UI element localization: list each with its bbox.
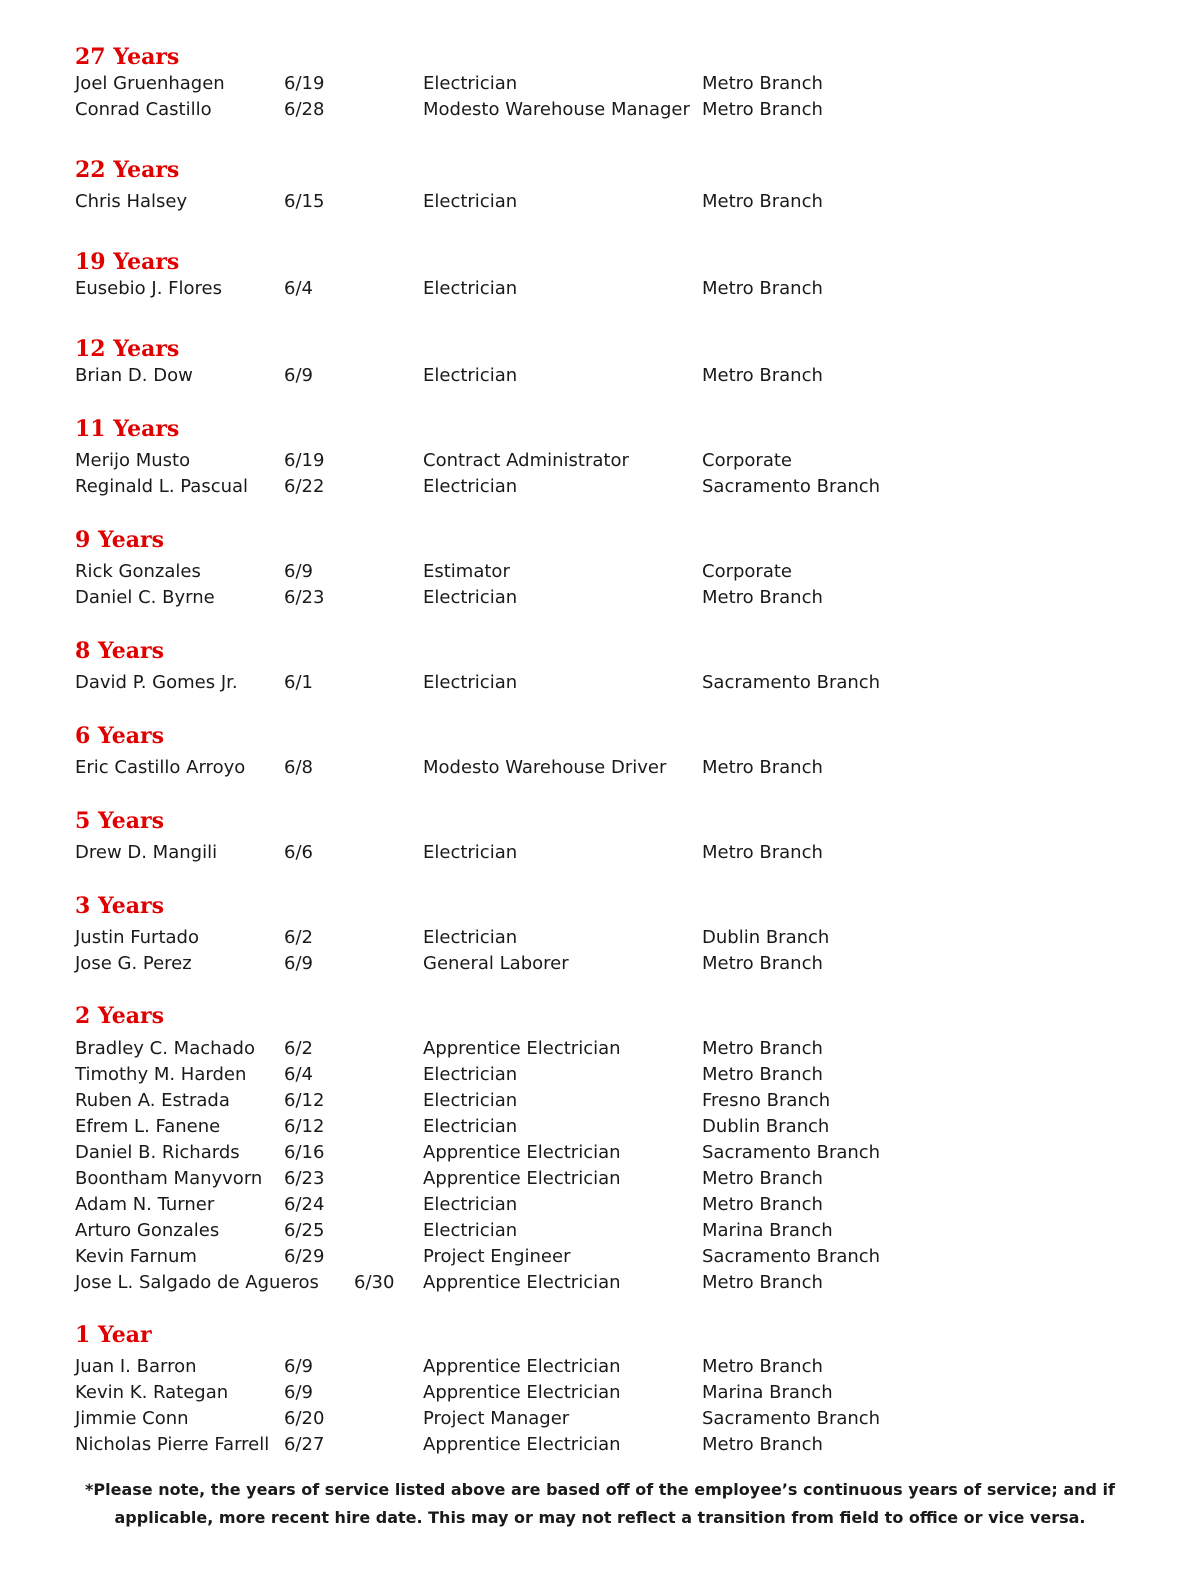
- job-title: Electrician: [423, 1194, 518, 1215]
- employee-name: Efrem L. Fanene: [75, 1116, 221, 1137]
- branch-name: Metro Branch: [702, 1356, 823, 1377]
- job-title: Electrician: [423, 1220, 518, 1241]
- job-title: Electrician: [423, 842, 518, 863]
- group-title: 6 Years: [75, 723, 164, 749]
- group-title: 2 Years: [75, 1003, 164, 1029]
- anniversary-date: 6/15: [284, 191, 325, 212]
- anniversary-date: 6/16: [284, 1142, 325, 1163]
- list-item: [0, 276, 1200, 302]
- branch-name: Dublin Branch: [702, 927, 830, 948]
- branch-name: Metro Branch: [702, 73, 823, 94]
- list-item: [0, 1192, 1200, 1218]
- list-item: [0, 474, 1200, 500]
- branch-name: Metro Branch: [702, 1064, 823, 1085]
- list-item: [0, 670, 1200, 696]
- branch-name: Metro Branch: [702, 842, 823, 863]
- job-title: Apprentice Electrician: [423, 1038, 621, 1059]
- group-title: 9 Years: [75, 527, 164, 553]
- employee-name: Justin Furtado: [75, 927, 199, 948]
- job-title: Electrician: [423, 278, 518, 299]
- branch-name: Marina Branch: [702, 1220, 833, 1241]
- branch-name: Metro Branch: [702, 1168, 823, 1189]
- group-title: 8 Years: [75, 638, 164, 664]
- anniversary-date: 6/25: [284, 1220, 325, 1241]
- branch-name: Corporate: [702, 561, 792, 582]
- branch-name: Sacramento Branch: [702, 1142, 881, 1163]
- anniversary-date: 6/12: [284, 1090, 325, 1111]
- anniversary-date: 6/19: [284, 73, 325, 94]
- anniversary-date: 6/2: [284, 927, 313, 948]
- job-title: Modesto Warehouse Driver: [423, 757, 667, 778]
- group-title: 22 Years: [75, 157, 180, 183]
- job-title: Apprentice Electrician: [423, 1142, 621, 1163]
- job-title: Electrician: [423, 1064, 518, 1085]
- anniversary-date: 6/29: [284, 1246, 325, 1267]
- branch-name: Metro Branch: [702, 191, 823, 212]
- branch-name: Metro Branch: [702, 1194, 823, 1215]
- anniversary-date: 6/19: [284, 450, 325, 471]
- branch-name: Metro Branch: [702, 587, 823, 608]
- list-item: [0, 1432, 1200, 1458]
- anniversary-date: 6/4: [284, 1064, 313, 1085]
- job-title: Contract Administrator: [423, 450, 629, 471]
- branch-name: Sacramento Branch: [702, 476, 881, 497]
- group-title: 5 Years: [75, 808, 164, 834]
- anniversary-date: 6/22: [284, 476, 325, 497]
- employee-name: Nicholas Pierre Farrell: [75, 1434, 270, 1455]
- list-item: [0, 1166, 1200, 1192]
- list-item: [0, 840, 1200, 866]
- job-title: Electrician: [423, 191, 518, 212]
- list-item: [0, 1062, 1200, 1088]
- employee-name: Boontham Manyvorn: [75, 1168, 263, 1189]
- job-title: Electrician: [423, 365, 518, 386]
- list-item: [0, 1088, 1200, 1114]
- list-item: [0, 363, 1200, 389]
- group-title: 3 Years: [75, 893, 164, 919]
- job-title: Apprentice Electrician: [423, 1434, 621, 1455]
- job-title: Apprentice Electrician: [423, 1168, 621, 1189]
- anniversary-date: 6/8: [284, 757, 313, 778]
- list-item: [0, 925, 1200, 951]
- branch-name: Fresno Branch: [702, 1090, 831, 1111]
- anniversary-date: 6/9: [284, 1356, 313, 1377]
- list-item: [0, 585, 1200, 611]
- employee-name: Kevin K. Rategan: [75, 1382, 229, 1403]
- job-title: Project Manager: [423, 1408, 570, 1429]
- job-title: Estimator: [423, 561, 510, 582]
- job-title: Electrician: [423, 587, 518, 608]
- employee-name: Conrad Castillo: [75, 99, 212, 120]
- branch-name: Corporate: [702, 450, 792, 471]
- list-item: [0, 755, 1200, 781]
- employee-name: Eusebio J. Flores: [75, 278, 222, 299]
- group-title: 1 Year: [75, 1322, 152, 1348]
- list-item: [0, 1244, 1200, 1270]
- branch-name: Metro Branch: [702, 757, 823, 778]
- list-item: [0, 448, 1200, 474]
- anniversary-date: 6/24: [284, 1194, 325, 1215]
- employee-name: Jimmie Conn: [75, 1408, 189, 1429]
- list-item: [0, 1140, 1200, 1166]
- list-item: [0, 1218, 1200, 1244]
- employee-name: Daniel C. Byrne: [75, 587, 215, 608]
- employee-name: Eric Castillo Arroyo: [75, 757, 246, 778]
- branch-name: Metro Branch: [702, 365, 823, 386]
- job-title: Electrician: [423, 73, 518, 94]
- employee-name: Jose L. Salgado de Agueros: [75, 1272, 319, 1293]
- job-title: Electrician: [423, 476, 518, 497]
- job-title: Apprentice Electrician: [423, 1382, 621, 1403]
- employee-name: Reginald L. Pascual: [75, 476, 249, 497]
- employee-name: Jose G. Perez: [75, 953, 192, 974]
- branch-name: Sacramento Branch: [702, 1408, 881, 1429]
- employee-name: Drew D. Mangili: [75, 842, 218, 863]
- job-title: Modesto Warehouse Manager: [423, 99, 690, 120]
- employee-name: Merijo Musto: [75, 450, 191, 471]
- employee-name: Ruben A. Estrada: [75, 1090, 230, 1111]
- job-title: General Laborer: [423, 953, 569, 974]
- anniversary-date: 6/23: [284, 1168, 325, 1189]
- branch-name: Metro Branch: [702, 278, 823, 299]
- anniversary-date: 6/9: [284, 953, 313, 974]
- list-item: [0, 951, 1200, 977]
- anniversary-date: 6/30: [354, 1272, 395, 1293]
- list-item: [0, 1406, 1200, 1432]
- employee-name: Chris Halsey: [75, 191, 188, 212]
- footnote: *Please note, the years of service listed above are based off of the employee’s continuous years of service; and if applicable, more recent hire date. This may or may not reflect a transition from field to office or vice versa.: [85, 1480, 1115, 1527]
- anniversary-date: 6/4: [284, 278, 313, 299]
- employee-name: Timothy M. Harden: [75, 1064, 247, 1085]
- branch-name: Dublin Branch: [702, 1116, 830, 1137]
- employee-name: Rick Gonzales: [75, 561, 201, 582]
- branch-name: Metro Branch: [702, 1272, 823, 1293]
- anniversary-date: 6/2: [284, 1038, 313, 1059]
- branch-name: Sacramento Branch: [702, 672, 881, 693]
- job-title: Electrician: [423, 1116, 518, 1137]
- list-item: [0, 1354, 1200, 1380]
- branch-name: Metro Branch: [702, 953, 823, 974]
- anniversary-date: 6/9: [284, 365, 313, 386]
- job-title: Electrician: [423, 927, 518, 948]
- anniversary-date: 6/20: [284, 1408, 325, 1429]
- list-item: [0, 97, 1200, 123]
- employee-name: Brian D. Dow: [75, 365, 193, 386]
- branch-name: Metro Branch: [702, 1434, 823, 1455]
- job-title: Project Engineer: [423, 1246, 571, 1267]
- list-item: [0, 189, 1200, 215]
- job-title: Electrician: [423, 672, 518, 693]
- group-title: 27 Years: [75, 44, 180, 70]
- anniversary-date: 6/28: [284, 99, 325, 120]
- job-title: Apprentice Electrician: [423, 1272, 621, 1293]
- anniversary-date: 6/12: [284, 1116, 325, 1137]
- branch-name: Metro Branch: [702, 99, 823, 120]
- branch-name: Marina Branch: [702, 1382, 833, 1403]
- job-title: Electrician: [423, 1090, 518, 1111]
- branch-name: Metro Branch: [702, 1038, 823, 1059]
- group-title: 11 Years: [75, 416, 180, 442]
- group-title: 19 Years: [75, 249, 180, 275]
- branch-name: Sacramento Branch: [702, 1246, 881, 1267]
- employee-name: Adam N. Turner: [75, 1194, 215, 1215]
- list-item: [0, 1114, 1200, 1140]
- anniversary-date: 6/23: [284, 587, 325, 608]
- anniversary-date: 6/9: [284, 561, 313, 582]
- anniversary-date: 6/9: [284, 1382, 313, 1403]
- list-item: [0, 1036, 1200, 1062]
- anniversary-date: 6/1: [284, 672, 313, 693]
- employee-name: Daniel B. Richards: [75, 1142, 240, 1163]
- list-item: [0, 71, 1200, 97]
- list-item: [0, 1270, 1200, 1296]
- anniversary-date: 6/27: [284, 1434, 325, 1455]
- job-title: Apprentice Electrician: [423, 1356, 621, 1377]
- anniversary-date: 6/6: [284, 842, 313, 863]
- employee-name: David P. Gomes Jr.: [75, 672, 238, 693]
- list-item: [0, 559, 1200, 585]
- employee-name: Kevin Farnum: [75, 1246, 197, 1267]
- employee-name: Juan I. Barron: [75, 1356, 197, 1377]
- group-title: 12 Years: [75, 336, 180, 362]
- employee-name: Arturo Gonzales: [75, 1220, 220, 1241]
- employee-name: Joel Gruenhagen: [75, 73, 225, 94]
- list-item: [0, 1380, 1200, 1406]
- employee-name: Bradley C. Machado: [75, 1038, 255, 1059]
